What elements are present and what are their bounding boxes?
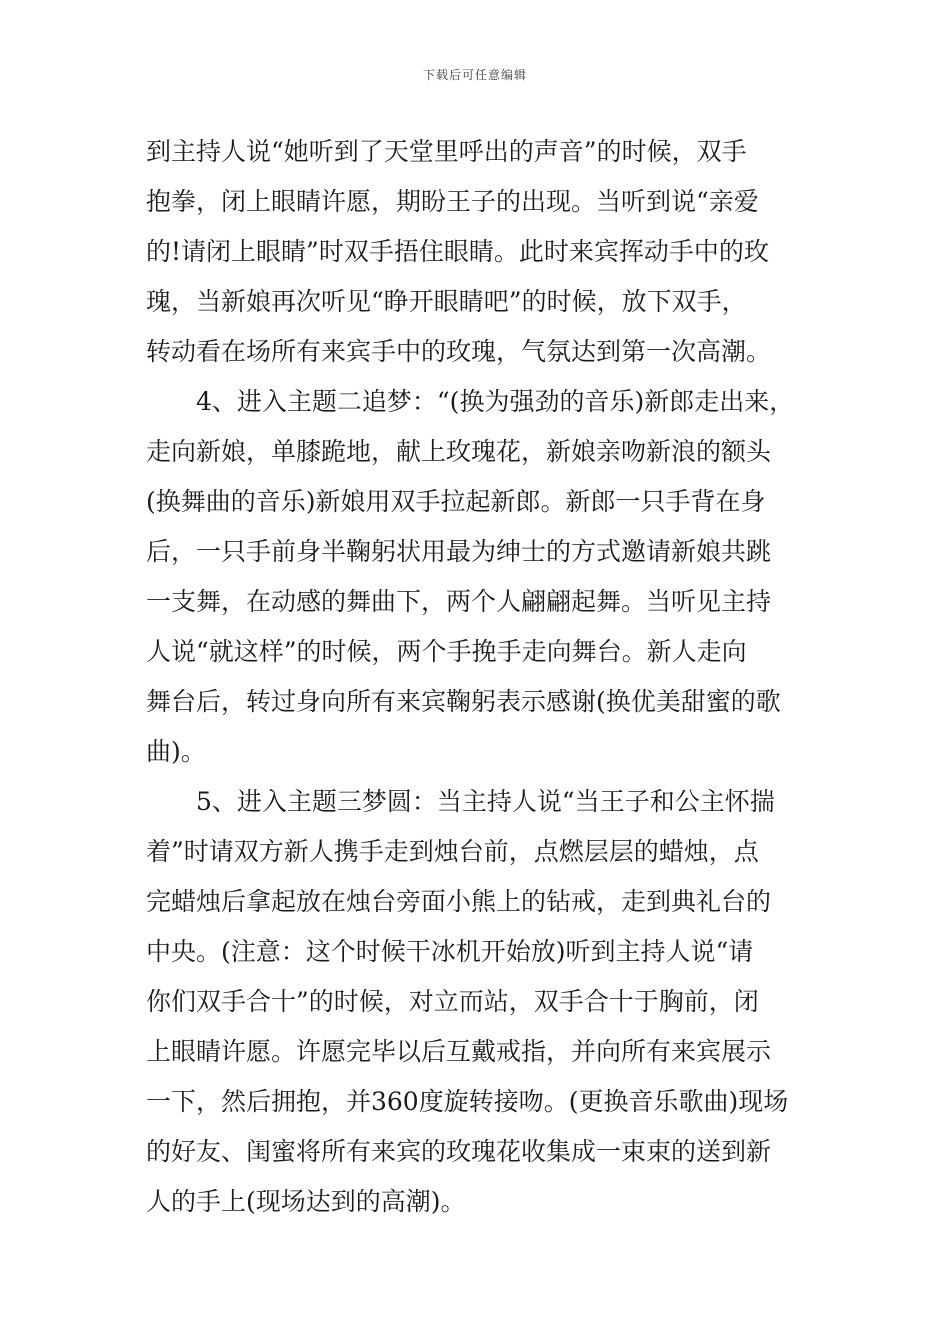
text-line: 着”时请双方新人携手走到烛台前，点燃层层的蜡烛，点 xyxy=(146,837,759,866)
paragraph-2 xyxy=(146,377,816,777)
text-line: 曲)。 xyxy=(146,737,206,766)
text-line: 抱拳，闭上眼睛许愿，期盼王子的出现。当听到说“亲爱 xyxy=(146,187,759,216)
text-line: 一下，然后拥抱，并360度旋转接吻。(更换音乐歌曲)现场 xyxy=(146,1087,789,1116)
text-line: 后，一只手前身半鞠躬状用最为绅士的方式邀请新娘共跳 xyxy=(146,537,772,566)
text-line: (换舞曲的音乐)新娘用双手拉起新郎。新郎一只手背在身 xyxy=(146,487,766,516)
text-line: 走向新娘，单膝跪地，献上玫瑰花，新娘亲吻新浪的额头 xyxy=(146,437,772,466)
text-line: 转动看在场所有来宾手中的玫瑰，气氛达到第一次高潮。 xyxy=(146,337,772,366)
text-line: 4、进入主题二追梦：“(换为强劲的音乐)新郎走出来， xyxy=(196,387,795,416)
text-line: 人的手上(现场达到的高潮)。 xyxy=(146,1187,466,1216)
text-line: 舞台后，转过身向所有来宾鞠躬表示感谢(换优美甜蜜的歌 xyxy=(146,687,781,716)
paragraph-1 xyxy=(146,127,816,377)
text-line: 上眼睛许愿。许愿完毕以后互戴戒指，并向所有来宾展示 xyxy=(146,1037,772,1066)
text-line: 完蜡烛后拿起放在烛台旁面小熊上的钻戒，走到典礼台的 xyxy=(146,887,772,916)
page-header-note: 下载后可任意编辑 xyxy=(422,68,527,82)
document-body xyxy=(146,127,816,1227)
text-line: 的好友、闺蜜将所有来宾的玫瑰花收集成一束束的送到新 xyxy=(146,1137,772,1166)
paragraph-3 xyxy=(146,777,816,1227)
text-line: 5、进入主题三梦圆：当主持人说“当王子和公主怀揣 xyxy=(196,787,775,816)
text-line: 到主持人说“她听到了天堂里呼出的声音”的时候，双手 xyxy=(146,137,747,166)
text-line: 你们双手合十”的时候，对立而站，双手合十于胸前，闭 xyxy=(146,987,759,1016)
text-line: 的!请闭上眼睛”时双手捂住眼睛。此时来宾挥动手中的玫 xyxy=(146,237,769,266)
text-line: 中央。(注意：这个时候干冰机开始放)听到主持人说“请 xyxy=(146,937,754,966)
text-line: 一支舞，在动感的舞曲下，两个人翩翩起舞。当听见主持 xyxy=(146,587,772,616)
text-line: 人说“就这样”的时候，两个手挽手走向舞台。新人走向 xyxy=(146,637,747,666)
text-line: 瑰，当新娘再次听见“睁开眼睛吧”的时候，放下双手， xyxy=(146,287,747,316)
